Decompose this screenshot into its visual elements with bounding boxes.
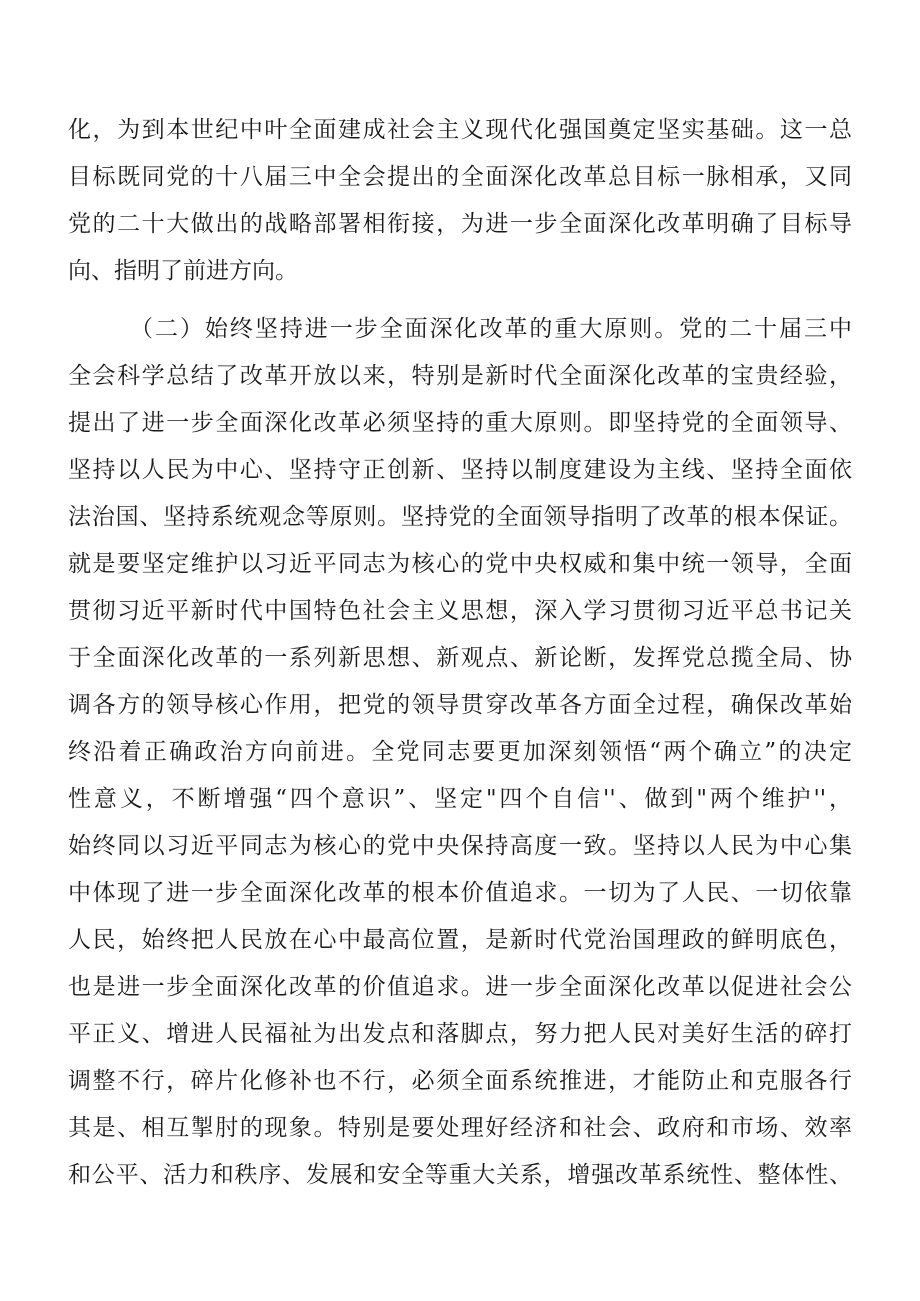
- text-line: 和公平、活力和秩序、发展和安全等重大关系，增强改革系统性、整体性、: [68, 1162, 852, 1188]
- text-line: 性意义，不断增强“四个意识”、坚定"四个自信''、做到"两个维护''，: [68, 786, 852, 812]
- text-line: 向、指明了前进方向。: [68, 258, 298, 284]
- text-line: 人民，始终把人民放在心中最高位置，是新时代党治国理政的鲜明底色，: [68, 927, 852, 953]
- text-line: 化，为到本世纪中叶全面建成社会主义现代化强国奠定坚实基础。这一总: [68, 117, 852, 143]
- text-line: 就是要坚定维护以习近平同志为核心的党中央权威和集中统一领导，全面: [68, 551, 852, 577]
- paragraph-heading-line: （二）始终坚持进一步全面深化改革的重大原则。党的二十届三中: [130, 316, 852, 342]
- text-line: 目标既同党的十八届三中全会提出的全面深化改革总目标一脉相承，又同: [68, 164, 852, 190]
- text-line: 平正义、增进人民福祉为出发点和落脚点，努力把人民对美好生活的碎打: [68, 1021, 852, 1047]
- text-line: 始终同以习近平同志为核心的党中央保持高度一致。坚持以人民为中心集: [68, 833, 852, 859]
- text-line: 法治国、坚持系统观念等原则。坚持党的全面领导指明了改革的根本保证。: [68, 504, 852, 530]
- text-line: 其是、相互掣肘的现象。特别是要处理好经济和社会、政府和市场、效率: [68, 1115, 852, 1141]
- text-line: 全会科学总结了改革开放以来，特别是新时代全面深化改革的宝贵经验，: [68, 363, 852, 389]
- text-line: 调整不行，碎片化修补也不行，必须全面系统推进，才能防止和克服各行: [68, 1068, 852, 1094]
- text-line: 于全面深化改革的一系列新思想、新观点、新论断，发挥党总揽全局、协: [68, 645, 852, 671]
- text-line: 中体现了进一步全面深化改革的根本价值追求。一切为了人民、一切依靠: [68, 880, 852, 906]
- text-line: 终沿着正确政治方向前进。全党同志要更加深刻领悟“两个确立”的决定: [68, 739, 852, 765]
- text-line: 坚持以人民为中心、坚持守正创新、坚持以制度建设为主线、坚持全面依: [68, 457, 852, 483]
- text-line: 调各方的领导核心作用，把党的领导贯穿改革各方面全过程，确保改革始: [68, 692, 852, 718]
- text-line: 提出了进一步全面深化改革必须坚持的重大原则。即坚持党的全面领导、: [68, 410, 852, 436]
- text-line: 党的二十大做出的战略部署相衔接，为进一步全面深化改革明确了目标导: [68, 211, 852, 237]
- text-line: 贯彻习近平新时代中国特色社会主义思想，深入学习贯彻习近平总书记关: [68, 598, 852, 624]
- text-line: 也是进一步全面深化改革的价值追求。进一步全面深化改革以促进社会公: [68, 974, 852, 1000]
